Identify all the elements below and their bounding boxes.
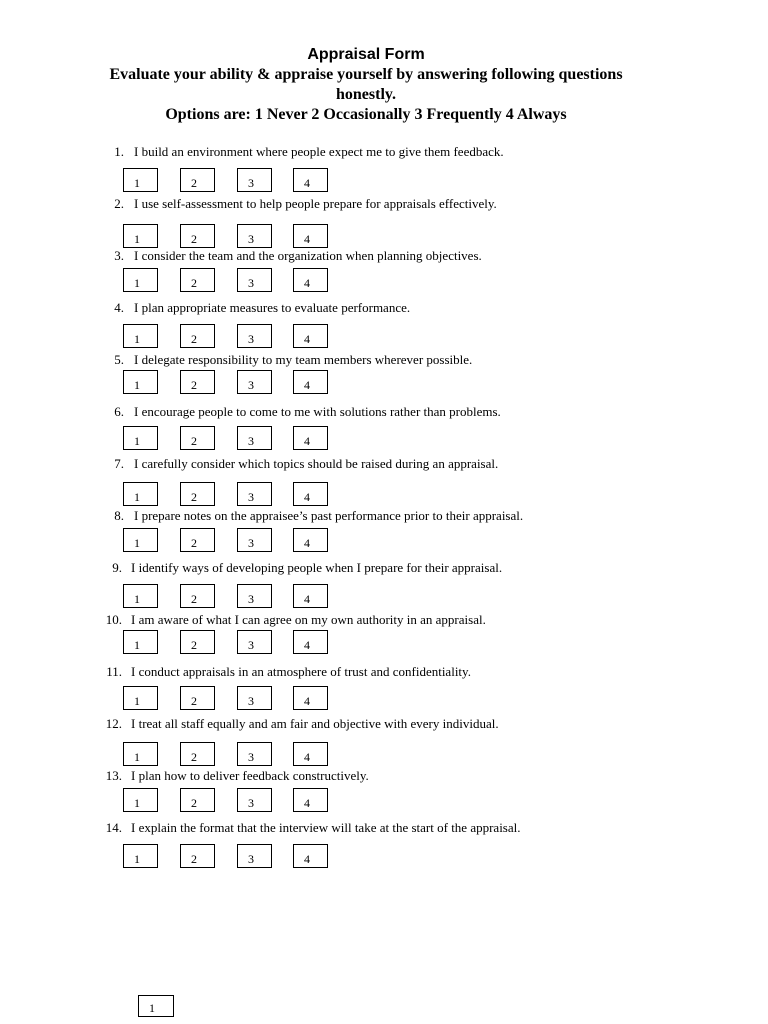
rating-option-4[interactable]: 4 [293,482,328,506]
question-number: 1. [114,144,124,159]
rating-option-1[interactable]: 1 [123,482,158,506]
question-number: 5. [114,352,124,367]
question-text: I am aware of what I can agree on my own authority in an appraisal. [131,612,486,627]
rating-option-3[interactable]: 3 [237,268,272,292]
rating-option-2[interactable]: 2 [180,370,215,394]
question-number: 13. [105,768,122,783]
rating-option-4[interactable]: 4 [293,426,328,450]
question-number: 6. [114,404,124,419]
question-text: I use self-assessment to help people prepare for appraisals effectively. [134,196,497,211]
rating-option-3[interactable]: 3 [237,788,272,812]
rating-option-3[interactable]: 3 [237,426,272,450]
rating-option-4[interactable]: 4 [293,528,328,552]
rating-option-3[interactable]: 3 [237,686,272,710]
rating-option-3[interactable]: 3 [237,168,272,192]
rating-option-2[interactable]: 2 [180,426,215,450]
rating-options [123,528,329,554]
rating-option-2[interactable]: 2 [180,788,215,812]
rating-option-3[interactable]: 3 [237,370,272,394]
question-text: I plan appropriate measures to evaluate performance. [134,300,411,315]
question-item [0,352,768,372]
question-text: I identify ways of developing people when I prepare for their appraisal. [131,560,503,575]
rating-option-4[interactable]: 4 [293,788,328,812]
question-item [0,300,768,320]
question-number: 14. [105,820,122,835]
rating-option-1[interactable]: 1 [123,168,158,192]
rating-option-1[interactable]: 1 [123,584,158,608]
rating-option-3[interactable]: 3 [237,584,272,608]
rating-option-2[interactable]: 2 [180,630,215,654]
options-legend: Options are: 1 Never 2 Occasionally 3 Frequently 4 Always [165,106,567,123]
rating-option-4[interactable]: 4 [293,584,328,608]
rating-option-3[interactable]: 3 [237,844,272,868]
rating-options [123,370,329,396]
question-item [0,820,768,840]
question-item [0,560,768,580]
rating-options [123,268,329,294]
rating-option-3[interactable]: 3 [237,528,272,552]
question-text: I explain the format that the interview will take at the start of the appraisal. [131,820,521,835]
rating-options [123,742,329,768]
question-item [0,508,768,528]
rating-option-1[interactable]: 1 [123,370,158,394]
rating-option-1[interactable]: 1 [123,630,158,654]
question-item [0,612,768,632]
rating-option-4[interactable]: 4 [293,630,328,654]
rating-option-1[interactable]: 1 [123,224,158,248]
question-number: 11. [106,664,122,679]
question-text: I build an environment where people expect me to give them feedback. [134,144,504,159]
rating-option-4[interactable]: 4 [293,324,328,348]
rating-option-1[interactable]: 1 [123,788,158,812]
rating-option-2[interactable]: 2 [180,686,215,710]
rating-options [123,630,329,656]
rating-option-2[interactable]: 2 [180,584,215,608]
question-number: 4. [114,300,124,315]
rating-option-2[interactable]: 2 [180,168,215,192]
instruction-line-2: honestly. [335,86,396,103]
rating-option-1[interactable]: 1 [123,528,158,552]
question-number: 3. [114,248,124,263]
rating-option-4[interactable]: 4 [293,268,328,292]
rating-option-3[interactable]: 3 [237,224,272,248]
rating-options [123,788,329,814]
rating-option-1[interactable]: 1 [123,426,158,450]
rating-option-1[interactable]: 1 [123,268,158,292]
rating-option-2[interactable]: 2 [180,742,215,766]
question-text: I carefully consider which topics should be raised during an appraisal. [134,456,499,471]
rating-option-2[interactable]: 2 [180,224,215,248]
rating-option-2[interactable]: 2 [180,482,215,506]
rating-options [123,584,329,610]
question-item [0,716,768,736]
rating-option-4[interactable]: 4 [293,168,328,192]
rating-option-1[interactable]: 1 [123,742,158,766]
question-item [0,196,768,216]
question-text: I prepare notes on the appraisee’s past performance prior to their appraisal. [134,508,524,523]
rating-option-1[interactable]: 1 [123,844,158,868]
rating-option-3[interactable]: 3 [237,324,272,348]
rating-option-4[interactable]: 4 [293,686,328,710]
rating-option-1[interactable]: 1 [123,686,158,710]
rating-option-2[interactable]: 2 [180,324,215,348]
question-text: I conduct appraisals in an atmosphere of trust and confidentiality. [131,664,471,679]
question-item [0,144,768,164]
question-item [0,248,768,268]
rating-option-2[interactable]: 2 [180,268,215,292]
question-number: 12. [105,716,122,731]
question-item [0,456,768,476]
question-number: 2. [114,196,124,211]
question-number: 8. [114,508,124,523]
question-number: 10. [105,612,122,627]
rating-options [123,224,329,250]
rating-option-1[interactable]: 1 [123,324,158,348]
question-text: I treat all staff equally and am fair and objective with every individual. [131,716,499,731]
question-text: I consider the team and the organization when planning objectives. [134,248,482,263]
rating-options [123,844,329,870]
question-item [0,664,768,684]
rating-option-2[interactable]: 2 [180,528,215,552]
rating-options [123,324,329,350]
instruction-line-1: Evaluate your ability & appraise yourself by answering following questions [109,66,623,83]
rating-option-3[interactable]: 3 [237,630,272,654]
question-number: 7. [114,456,124,471]
question-text: I encourage people to come to me with solutions rather than problems. [134,404,501,419]
rating-options [123,168,329,194]
rating-option-4[interactable]: 4 [293,224,328,248]
rating-options [123,482,329,508]
rating-option-4[interactable]: 4 [293,742,328,766]
rating-option-3[interactable]: 3 [237,742,272,766]
page-number: 1 [138,995,174,1017]
form-title: Appraisal Form [307,46,425,63]
question-item [0,404,768,424]
question-number: 9. [112,560,122,575]
rating-option-3[interactable]: 3 [237,482,272,506]
rating-options [123,686,329,712]
rating-option-4[interactable]: 4 [293,844,328,868]
rating-option-2[interactable]: 2 [180,844,215,868]
rating-option-4[interactable]: 4 [293,370,328,394]
question-item [0,768,768,788]
form-header [80,45,652,125]
rating-options [123,426,329,452]
question-text: I plan how to deliver feedback constructively. [131,768,369,783]
question-text: I delegate responsibility to my team members wherever possible. [134,352,473,367]
